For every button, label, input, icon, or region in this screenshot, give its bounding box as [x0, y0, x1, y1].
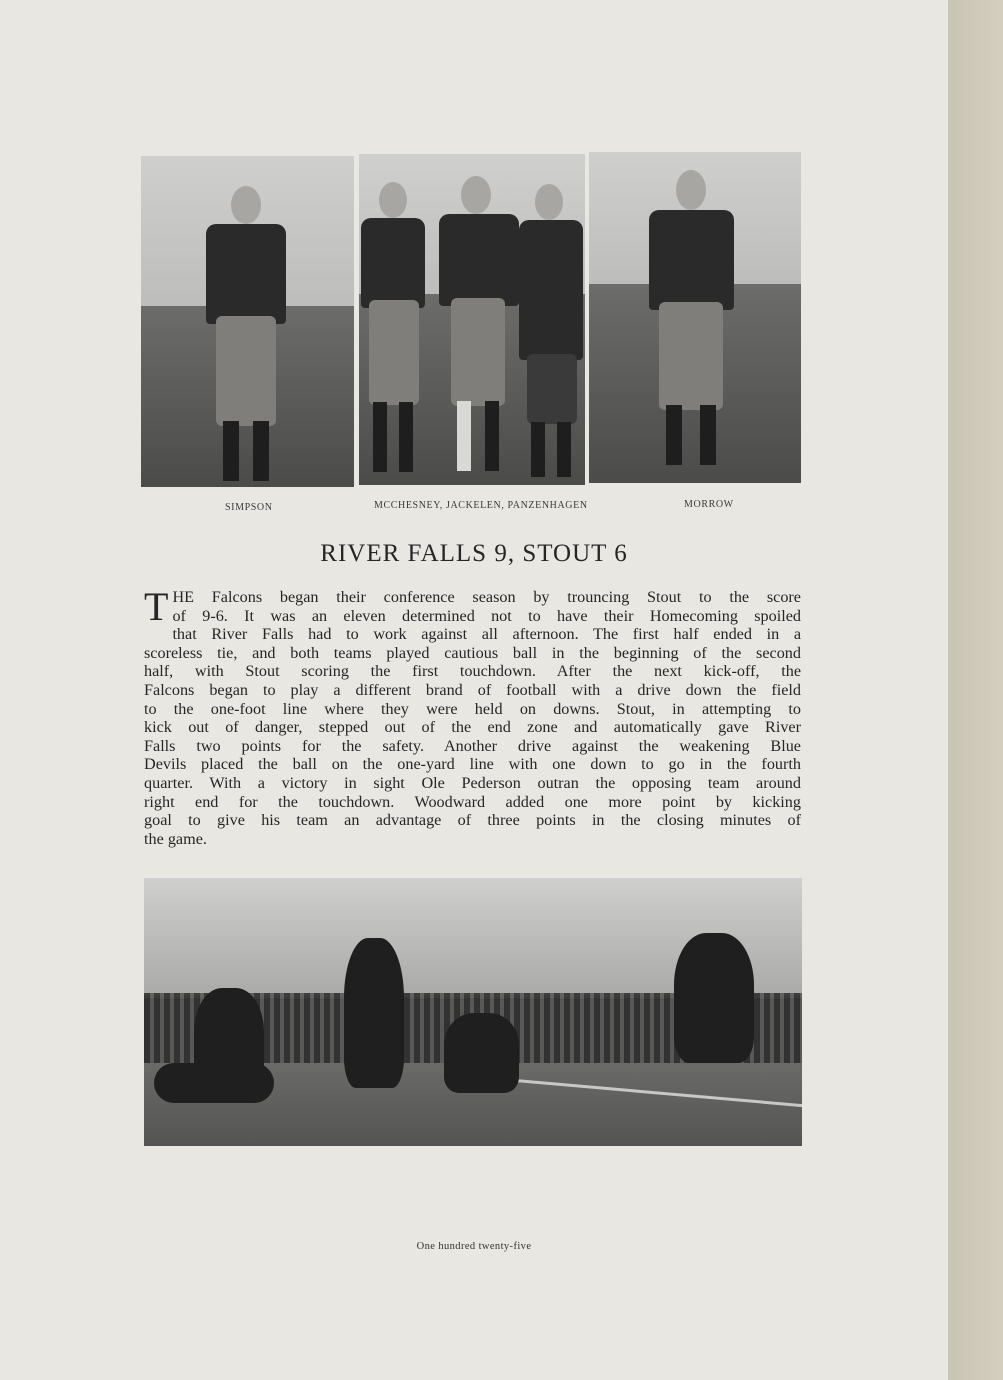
article-line: kick out of danger, stepped out of the end zone and automatically gave River: [144, 718, 801, 737]
page-edge: [948, 0, 1003, 1380]
article-line: scoreless tie, and both teams played cautious ball in the beginning of the second: [144, 643, 801, 662]
article-line: of 9-6. It was an eleven determined not to have their Homecoming spoiled: [172, 606, 801, 625]
drop-cap: T: [144, 584, 169, 629]
page-number: One hundred twenty-five: [416, 1241, 532, 1252]
caption-morrow: MORROW: [684, 499, 734, 510]
player-figure: [201, 186, 291, 486]
caption-simpson: SIMPSON: [225, 502, 273, 513]
player-figure: [439, 176, 519, 481]
photo-game-action: [144, 878, 802, 1146]
article-line: HE Falcons began their conference season by trouncing Stout to the score: [172, 588, 801, 606]
player-figure: [644, 170, 739, 475]
player-figure: [361, 182, 431, 482]
article-line: right end for the touchdown. Woodward added one more point by kicking: [144, 792, 801, 811]
article-body: [144, 584, 801, 848]
article-line: goal to give his team an advantage of three points in the closing minutes of: [144, 811, 801, 830]
article-line: to the one-foot line where they were held on downs. Stout, in attempting to: [144, 699, 801, 718]
article-line: half, with Stout scoring the first touchdown. After the next kick-off, the: [144, 662, 801, 681]
photo-simpson: [141, 156, 354, 487]
photo-morrow: [589, 152, 801, 483]
player-figure: [344, 938, 404, 1088]
article-line: Falls two points for the safety. Another drive against the weakening Blue: [144, 736, 801, 755]
article-line: the game.: [144, 829, 207, 848]
photo-mcchesney-jackelen-panzenhagen: [359, 154, 585, 485]
article-line: that River Falls had to work against all afternoon. The first half ended in a: [172, 625, 801, 644]
article-title: RIVER FALLS 9, STOUT 6: [320, 540, 628, 567]
article-line: quarter. With a victory in sight Ole Pederson outran the opposing team around: [144, 773, 801, 792]
article-line: Falcons began to play a different brand of football with a drive down the field: [144, 680, 801, 699]
player-figure: [519, 184, 585, 484]
player-figure: [674, 933, 754, 1063]
article-line: Devils placed the ball on the one-yard line with one down to go in the fourth: [144, 755, 801, 774]
player-figure: [154, 1063, 274, 1103]
player-figure: [444, 1013, 519, 1093]
caption-mcchesney-jackelen-panzenhagen: MCCHESNEY, JACKELEN, PANZENHAGEN: [374, 500, 588, 511]
